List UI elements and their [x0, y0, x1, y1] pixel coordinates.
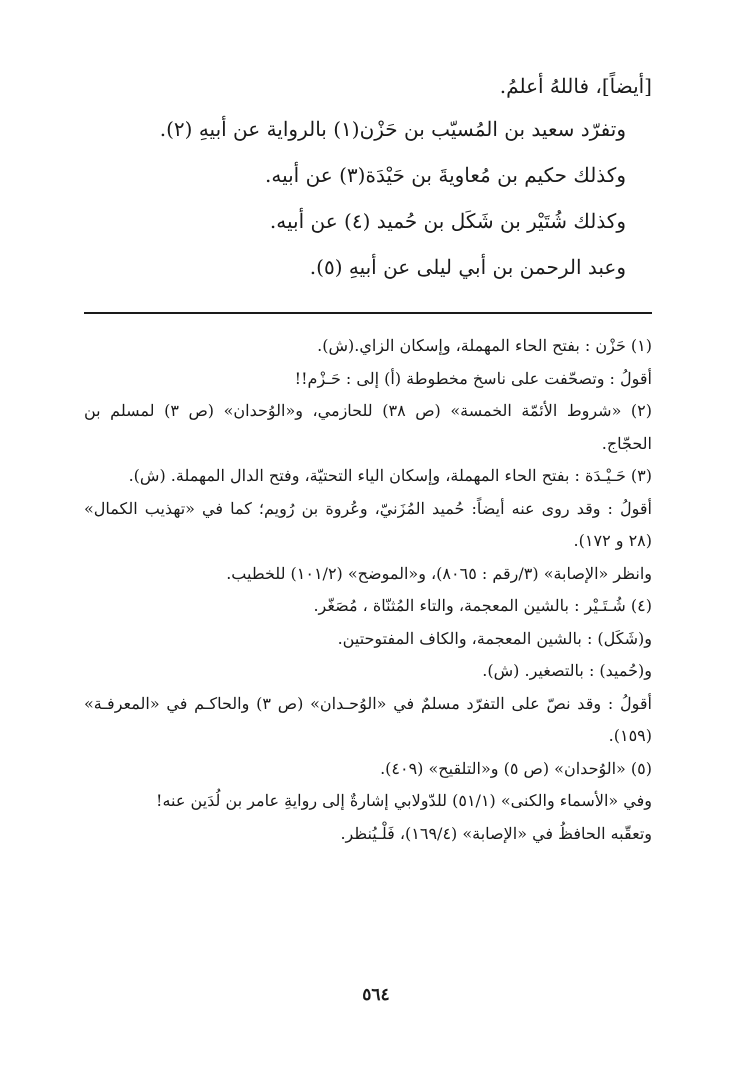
- footnote: و(شَكَل) : بالشين المعجمة، والكاف المفتوحتين.: [337, 628, 652, 648]
- footnote: وتعقّبه الحافظُ في «الإصابة» (١٦٩/٤)، فَلْـيُنظر.: [340, 823, 652, 843]
- footnote: أقولُ : وقد روى عنه أيضاً: حُميد المُزَنيّ، وعُروة بن رُويم؛ كما في «تهذيب الكمال» (٢٨ و ١٧٢).: [84, 498, 652, 550]
- book-page: [84, 66, 652, 1026]
- footnotes: [84, 330, 652, 850]
- footnote: (١) حَزْن : بفتح الحاء المهملة، وإسكان الزاي.(ش).: [317, 336, 652, 355]
- main-line: وكذلك شُتَيْر بن شَكَل بن حُميد (٤) عن أبيه.: [269, 209, 626, 233]
- footnote: وانظر «الإصابة» (٣/رقم : ٨٠٦٥)، و«الموضح» (١٠١/٢) للخطيب.: [226, 563, 652, 583]
- footnote: (٣) حَـيْـدَة : بفتح الحاء المهملة، وإسكان الياء التحتيّة، وفتح الدال المهملة. (ش).: [128, 466, 652, 485]
- footnote: وفي «الأسماء والكنى» (٥١/١) للدّولابي إشارةٌ إلى روايةِ عامر بن لُدَين عنه!: [156, 791, 652, 810]
- footnote: و(حُميد) : بالتصغير. (ش).: [482, 661, 652, 680]
- footnote: (٢) «شروط الأئمّة الخمسة» (ص ٣٨) للحازمي، و«الوُحدان» (ص ٣) لمسلم بن الحجّاج.: [84, 401, 652, 453]
- page-number: ٥٦٤: [362, 985, 390, 1005]
- footnote: أقولُ : وتصحّفت على ناسخ مخطوطة (أ) إلى : حَـزْم!!: [294, 368, 652, 388]
- main-line: وتفرّد سعيد بن المُسيّب بن حَزْن(١) بالرواية عن أبيهِ (٢).: [159, 117, 626, 141]
- footnote: (٤) شُـتَـيْر : بالشين المعجمة، والتاء المُثنّاة ، مُصَغّر.: [313, 596, 652, 615]
- footnote: أقولُ : وقد نصّ على التفرّد مسلمٌ في «الوُحـدان» (ص ٣) والحاكـم في «المعرفـة» (١٥٩).: [84, 693, 653, 745]
- footnote: (٥) «الوُحدان» (ص ٥) و«التلقيح» (٤٠٩).: [380, 758, 652, 778]
- main-line: وكذلك حكيم بن مُعاويةَ بن حَيْدَة(٣) عن أبيه.: [264, 163, 626, 187]
- main-text: [84, 66, 652, 290]
- main-line: وعبد الرحمن بن أبي ليلى عن أبيهِ (٥).: [309, 255, 626, 279]
- main-line: [أيضاً]، فاللهُ أعلمُ.: [499, 74, 652, 98]
- footnote-separator: [84, 312, 652, 314]
